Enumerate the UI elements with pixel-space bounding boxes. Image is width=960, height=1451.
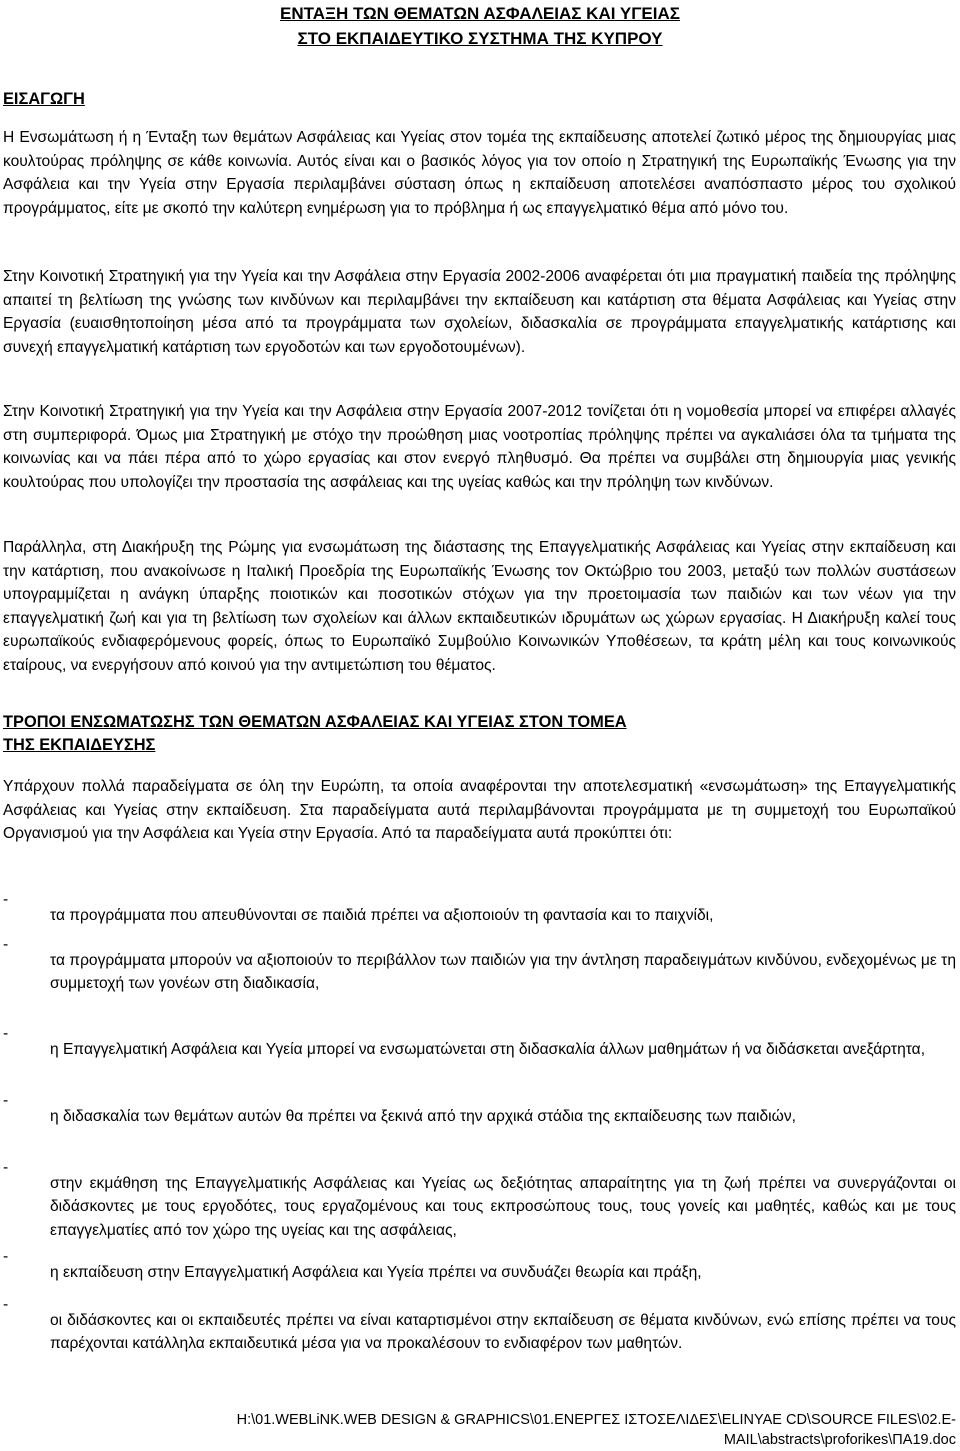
methods-heading-line-2: ΤΗΣ ΕΚΠΑΙΔΕΥΣΗΣ: [3, 736, 156, 754]
list-item: [3, 1293, 956, 1371]
list-dash: -: [3, 1248, 9, 1265]
footer-line-1: H:\01.WEBLiNK.WEB DESIGN & GRAPHICS\01.ΕΝΕΡΓΕΣ ΙΣΤΟΣΕΛΙΔΕΣ\ELINYAE CD\SOURCE FILES\02.E-: [236, 1412, 956, 1428]
list-item: [3, 1089, 956, 1144]
list-item-text: η Επαγγελματική Ασφάλεια και Υγεία μπορεί να ενσωματώνεται στη διδασκαλία άλλων μαθημάτων ή να διδάσκεται ανεξάρτητα,: [50, 1040, 926, 1058]
title-line-1: ΕΝΤΑΞΗ ΤΩΝ ΘΕΜΑΤΩΝ ΑΣΦΑΛΕΙΑΣ ΚΑΙ ΥΓΕΙΑΣ: [280, 4, 680, 23]
list-item-text: τα προγράμματα μπορούν να αξιοποιούν το περιβάλλον των παιδιών για την άντληση παραδειγμάτων κινδύνου, ενδεχομένως με τη συμμετοχή των γονέων στη διαδικασία,: [50, 951, 956, 993]
list-item-text: η εκπαίδευση στην Επαγγελματική Ασφάλεια και Υγεία πρέπει να συνδυάζει θεωρία και πράξη,: [50, 1263, 702, 1281]
list-item: [3, 1022, 956, 1077]
list-item-text: στην εκμάθηση της Επαγγελματικής Ασφάλειας και Υγείας ως δεξιότητας απαραίτητης για τη ζωή πρέπει να συνεργάζονται οι διδάσκοντες με τους εργοδότες, τους εργαζομένους και τους εκπροσώπους τους, τους γονείς και μαθητές, καθώς και με τους επαγγελματίες από τον χώρο της υγείας και της ασφάλειας,: [50, 1174, 956, 1239]
strategy-2002-paragraph: Στην Κοινοτική Στρατηγική για την Υγεία και την Ασφάλεια στην Εργασία 2002-2006 αναφέρεται ότι μια πραγματική παιδεία της πρόληψης απαιτεί τη βελτίωση της γνώσης των κινδύνων και περιλαμβάνει την εκπαίδευση και κατάρτιση στα θέματα Ασφάλειας και Υγείας στην Εργασία (ευαισθητοποίηση μέσα από τα προγράμματα των σχολείων, διδασκαλία σε προγράμματα επαγγελματικής κατάρτισης και συνεχή επαγγελματική κατάρτιση των εργοδοτών και των εργοδοτουμένων).: [3, 268, 956, 356]
list-item-text: η διδασκαλία των θεμάτων αυτών θα πρέπει να ξεκινά από την αρχικά στάδια της εκπαίδευσης των παιδιών,: [50, 1107, 796, 1125]
list-item-text: τα προγράμματα που απευθύνονται σε παιδιά πρέπει να αξιοποιούν τη φαντασία και το παιχνίδι,: [50, 906, 714, 924]
document-title: [0, 0, 960, 50]
list-item: [3, 1245, 956, 1300]
list-dash: -: [3, 1092, 9, 1109]
list-item: [3, 933, 956, 1011]
rome-declaration-paragraph: Παράλληλα, στη Διακήρυξη της Ρώμης για ενσωμάτωση της διάστασης της Επαγγελματικής Ασφάλειας και Υγείας στην εκπαίδευση και την κατάρτιση, που ανακοίνωσε η Ιταλική Προεδρία της Ευρωπαϊκής Ένωσης τον Οκτώβριο του 2003, μεταξύ των πολλών συστάσεων υπογραμμίζεται η ανάγκη ύπαρξης ποιοτικών και ποσοτικών στόχων για την προετοιμασία των παιδιών και των νέων για την επαγγελματική ζωή και για τη βελτίωση των σχολείων και άλλων εκπαιδευτικών ιδρυμάτων ως χώρων εργασίας. Η Διακήρυξη καλεί τους ευρωπαϊκούς ενδιαφερόμενους φορείς, όπως το Ευρωπαϊκό Συμβούλιο Κοινωνικών Υποθέσεων, τα κράτη μέλη και τους κοινωνικούς εταίρους, να ενεργήσουν από κοινού για την αντιμετώπιση του θέματος.: [3, 539, 956, 674]
methods-heading-line-1: ΤΡΟΠΟΙ ΕΝΣΩΜΑΤΩΣΗΣ ΤΩΝ ΘΕΜΑΤΩΝ ΑΣΦΑΛΕΙΑΣ ΚΑΙ ΥΓΕΙΑΣ ΣΤΟΝ ΤΟΜΕΑ: [3, 713, 627, 731]
list-dash: -: [3, 891, 9, 908]
list-dash: -: [3, 1296, 9, 1313]
footer-line-2: MAIL\abstracts\proforikes\ΠΑ19.doc: [723, 1432, 956, 1448]
list-dash: -: [3, 1159, 9, 1176]
list-dash: -: [3, 936, 9, 953]
intro-heading: ΕΙΣΑΓΩΓΗ: [3, 90, 85, 108]
title-line-2: ΣΤΟ ΕΚΠΑΙΔΕΥΤΙΚΟ ΣΥΣΤΗΜΑ ΤΗΣ ΚΥΠΡΟΥ: [297, 29, 663, 48]
intro-paragraph: Η Ενσωμάτωση ή η Ένταξη των θεμάτων Ασφάλειας και Υγείας στον τομέα της εκπαίδευσης αποτελεί ζωτικό μέρος της δημιουργίας μιας κουλτούρας πρόληψης σε κάθε κοινωνία. Αυτός είναι και ο βασικός λόγος για τον οποίο η Στρατηγική της Ευρωπαϊκής Ένωσης για την Ασφάλεια και την Υγεία στην Εργασία περιλαμβάνει σύσταση όπως η εκπαίδευση αποτελέσει αναπόσπαστο μέρος του σχολικού προγράμματος, είτε με σκοπό την καλύτερη ενημέρωση για το πρόβλημα ή ως επαγγελματικό θέμα από μόνο του.: [3, 129, 956, 217]
methods-paragraph: Υπάρχουν πολλά παραδείγματα σε όλη την Ευρώπη, τα οποία αναφέρονται την αποτελεσματική «ενσωμάτωση» της Επαγγελματικής Ασφάλειας και Υγείας στην εκπαίδευση. Στα παραδείγματα αυτά περιλαμβάνονται προγράμματα με τη συμμετοχή του Ευρωπαϊκού Οργανισμού για την Ασφάλεια και Υγεία στην Εργασία. Από τα παραδείγματα αυτά προκύπτει ότι:: [3, 778, 956, 843]
strategy-2007-paragraph: Στην Κοινοτική Στρατηγική για την Υγεία και την Ασφάλεια στην Εργασία 2007-2012 τονίζεται ότι η νομοθεσία μπορεί να επιφέρει αλλαγές στη συμπεριφορά. Όμως μια Στρατηγική με στόχο την προώθηση μιας νοοτροπίας πρόληψης πρέπει να αγκαλιάσει όλα τα τμήματα της κοινωνίας και να πάει πέρα από το χώρο εργασίας και στον ενεργό πληθυσμό. Θα πρέπει να συμβάλει στη δημιουργία μιας γενικής κουλτούρας που υπολογίζει την προστασία της ασφάλειας και της υγείας καθώς και την πρόληψη των κινδύνων.: [3, 403, 956, 491]
list-dash: -: [3, 1025, 9, 1042]
list-item-text: οι διδάσκοντες και οι εκπαιδευτές πρέπει να είναι καταρτισμένοι στην εκπαίδευση σε θέματα κινδύνων, ενώ επίσης πρέπει να τους παρέχονται κατάλληλα εκπαιδευτικά μέσα για να προκαλέσουν το ενδιαφέρον των μαθητών.: [50, 1311, 956, 1353]
list-item: [3, 1156, 956, 1258]
file-path-footer: [150, 1410, 956, 1450]
